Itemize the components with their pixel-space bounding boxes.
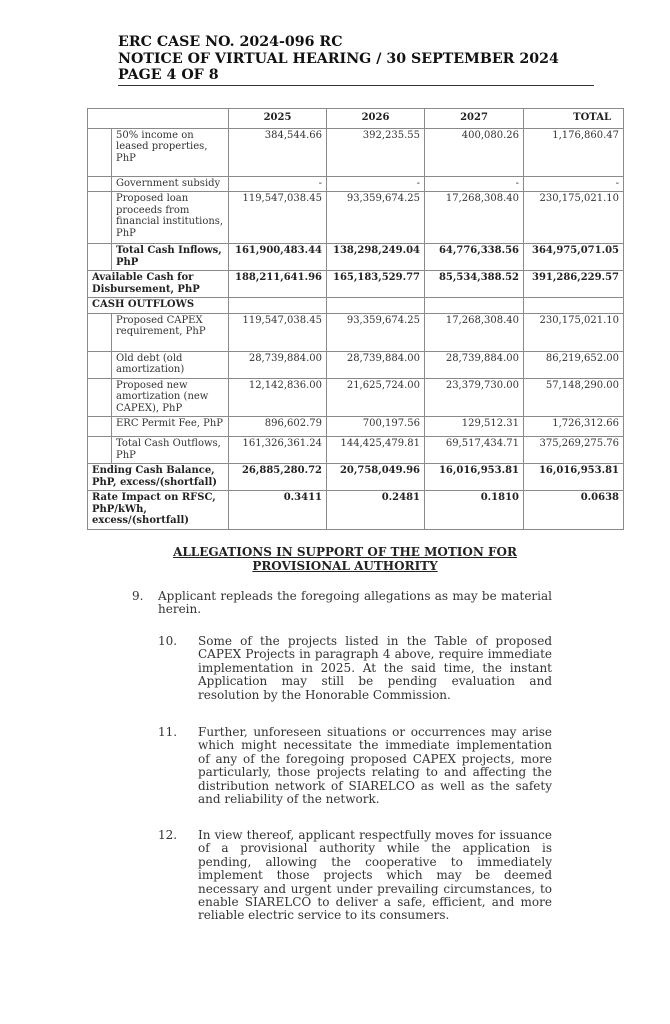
row-label: Government subsidy [112, 176, 229, 192]
table-row: Government subsidy - - - - [88, 176, 624, 192]
table-row: Proposed CAPEX requirement, PhP 119,547,038.45 93,359,674.25 17,268,308.40 230,175,021.10 [88, 313, 624, 351]
table-row: ERC Permit Fee, PhP 896,602.79 700,197.56 129,512.31 1,726,312.66 [88, 417, 624, 437]
table-row-total-inflows: Total Cash Inflows, PhP 161,900,483.44 138,298,249.04 64,776,338.56 364,975,071.05 [88, 244, 624, 271]
paragraph-number: 9. [132, 589, 144, 603]
row-label: Old debt (old amortization) [112, 351, 229, 378]
header-2025: 2025 [229, 109, 327, 129]
cash-flow-table [87, 108, 624, 530]
table-row-ending-balance: Ending Cash Balance, PhP, excess/(shortfall) 26,885,280.72 20,758,049.96 16,016,953.81 16,016,953.81 [88, 464, 624, 491]
row-label: Total Cash Inflows, PhP [112, 244, 229, 271]
paragraph-number: 10. [158, 634, 178, 648]
table-row-total-outflows: Total Cash Outflows, PhP 161,326,361.24 144,425,479.81 69,517,434.71 375,269,275.76 [88, 437, 624, 464]
paragraph-12: In view thereof, applicant respectfully moves for issuance of a provisional authority while the application is pending, allowing the cooperative to immediately implement those projects which may be deemed necessary and urgent under prevailing circumstances, to enable SIARELCO to deliver a safe, efficient, and more reliable electric service to its consumers. [198, 828, 552, 923]
paragraph-11: Further, unforeseen situations or occurrences may arise which might necessitate the immediate implementation of any of the foregoing proposed CAPEX projects, more particularly, those projects relating to and affecting the distribution network of SIARELCO as well as the safety and reliability of the network. [198, 725, 552, 807]
table-row: 50% income on leased properties, PhP 384,544.66 392,235.55 400,080.26 1,176,860.47 [88, 128, 624, 176]
row-label: ERC Permit Fee, PhP [112, 417, 229, 437]
row-label: Proposed loan proceeds from financial institutions, PhP [112, 192, 229, 244]
row-label: Proposed new amortization (new CAPEX), PhP [112, 378, 229, 417]
row-label: Rate Impact on RFSC, PhP/kWh, excess/(shortfall) [88, 491, 229, 530]
page-number: PAGE 4 OF 8 [118, 67, 219, 83]
table-header-row [88, 109, 624, 129]
table-row-available-cash: Available Cash for Disbursement, PhP 188,211,641.96 165,183,529.77 85,534,388.52 391,286,229.57 [88, 271, 624, 298]
row-label: Available Cash for Disbursement, PhP [88, 271, 229, 298]
header-2026: 2026 [327, 109, 425, 129]
table-row: Proposed new amortization (new CAPEX), PhP 12,142,836.00 21,625,724.00 23,379,730.00 57,148,290.00 [88, 378, 624, 417]
row-label: 50% income on leased properties, PhP [112, 128, 229, 176]
document-header [118, 34, 594, 86]
table-row-rate-impact: Rate Impact on RFSC, PhP/kWh, excess/(shortfall) 0.3411 0.2481 0.1810 0.0638 [88, 491, 624, 530]
row-label: Ending Cash Balance, PhP, excess/(shortfall) [88, 464, 229, 491]
table-row: Proposed loan proceeds from financial institutions, PhP 119,547,038.45 93,359,674.25 17,268,308.40 230,175,021.10 [88, 192, 624, 244]
row-label: Total Cash Outflows, PhP [112, 437, 229, 464]
paragraph-9: Applicant repleads the foregoing allegations as may be material herein. [158, 589, 552, 617]
case-number: ERC CASE NO. 2024-096 RC [118, 34, 343, 50]
row-label: Proposed CAPEX requirement, PhP [112, 313, 229, 351]
table-row: Old debt (old amortization) 28,739,884.00 28,739,884.00 28,739,884.00 86,219,652.00 [88, 351, 624, 378]
section-heading: ALLEGATIONS IN SUPPORT OF THE MOTION FOR PROVISIONAL AUTHORITY [173, 545, 517, 573]
header-2027: 2027 [425, 109, 524, 129]
paragraph-10: Some of the projects listed in the Table of proposed CAPEX Projects in paragraph 4 above, require immediate implementation in 2025. At the said time, the instant Application may still be pending evaluation and resolution by the Honorable Commission. [198, 634, 552, 702]
section-label: CASH OUTFLOWS [88, 298, 229, 314]
notice-title: NOTICE OF VIRTUAL HEARING / 30 SEPTEMBER 2024 [118, 50, 559, 67]
header-total: TOTAL [524, 109, 624, 129]
paragraph-number: 11. [158, 725, 178, 739]
paragraph-number: 12. [158, 828, 178, 842]
table-row-section-outflows [88, 298, 624, 314]
header-label-cell [88, 109, 229, 129]
